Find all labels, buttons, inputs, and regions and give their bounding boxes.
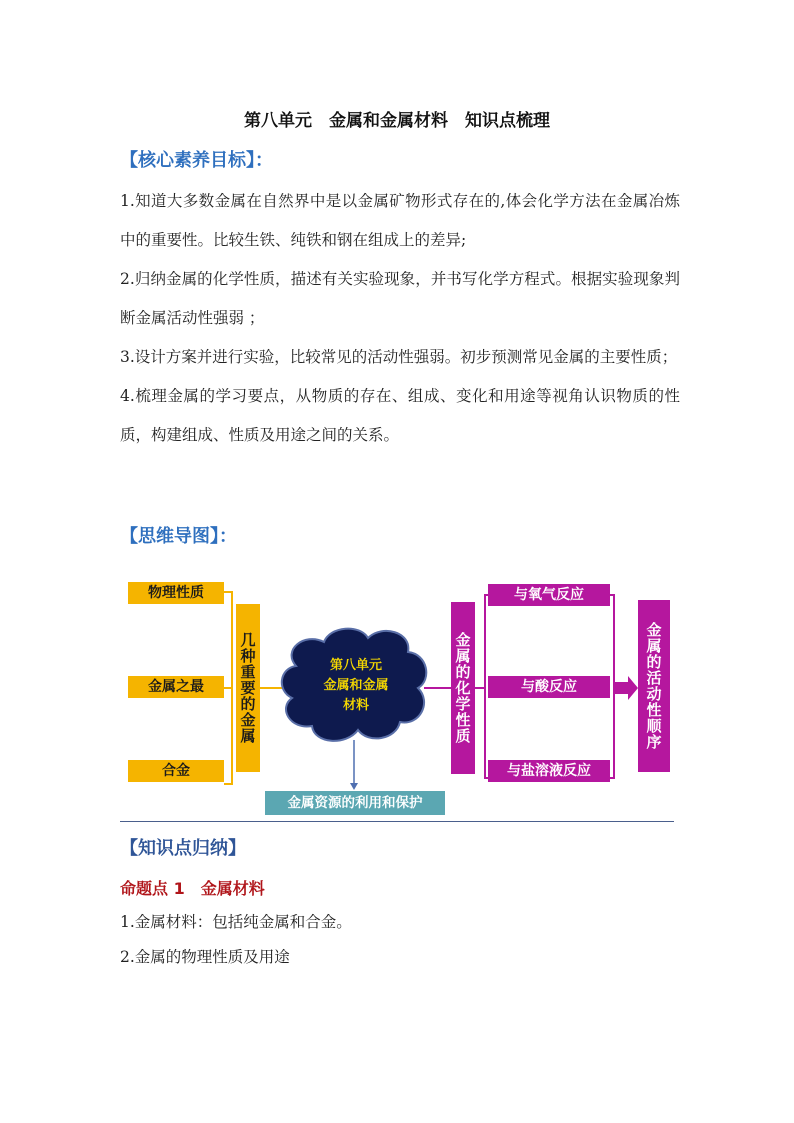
goal-item: 4.梳理金属的学习要点，从物质的存在、组成、变化和用途等视角认识物质的性质，构建组成、性质及用途之间的关系。 xyxy=(120,387,680,444)
important-metals-box: 几种重要的金属 xyxy=(236,604,260,772)
knowledge-item: 1.金属材料：包括纯金属和合金。 xyxy=(120,913,352,931)
goal-item: 3.设计方案并进行实验，比较常见的活动性强弱。初步预测常见金属的主要性质； xyxy=(120,348,678,366)
divider xyxy=(120,821,674,822)
mind-map xyxy=(128,580,672,816)
section-heading-mindmap: 【思维导图】： xyxy=(120,526,237,547)
physical-property-box: 物理性质 xyxy=(128,582,224,604)
resources-box: 金属资源的利用和保护 xyxy=(265,791,445,815)
page-title: 第八单元 金属和金属材料 知识点梳理 xyxy=(244,111,550,131)
goal-item: 2.归纳金属的化学性质，描述有关实验现象，并书写化学方程式。根据实验现象判断金属活动性强弱 ； xyxy=(120,270,680,327)
section-heading-knowledge: 【知识点归纳】 xyxy=(120,838,246,859)
goals-list xyxy=(120,182,680,455)
acid-reaction-box: 与酸反应 xyxy=(488,676,610,698)
center-line: 金属和金属 xyxy=(323,678,389,693)
goal-item: 1.知道大多数金属在自然界中是以金属矿物形式存在的,体会化学方法在金属冶炼中的重要性。比较生铁、纯铁和钢在组成上的差异; xyxy=(120,192,680,249)
chemical-properties-box: 金属的化学性质 xyxy=(451,602,475,774)
proposition-title: 命题点 1 金属材料 xyxy=(120,879,265,898)
alloy-box: 合金 xyxy=(128,760,224,782)
salt-reaction-box: 与盐溶液反应 xyxy=(488,760,610,782)
center-line: 第八单元 xyxy=(329,658,382,673)
center-line: 材料 xyxy=(342,698,369,713)
section-heading-goals: 【核心素养目标】： xyxy=(120,150,273,171)
center-topic xyxy=(306,656,406,716)
activity-series-box: 金属的活动性顺序 xyxy=(638,600,670,772)
metal-superlatives-box: 金属之最 xyxy=(128,676,224,698)
oxygen-reaction-box: 与氧气反应 xyxy=(488,584,610,606)
knowledge-item: 2.金属的物理性质及用途 xyxy=(120,948,290,966)
